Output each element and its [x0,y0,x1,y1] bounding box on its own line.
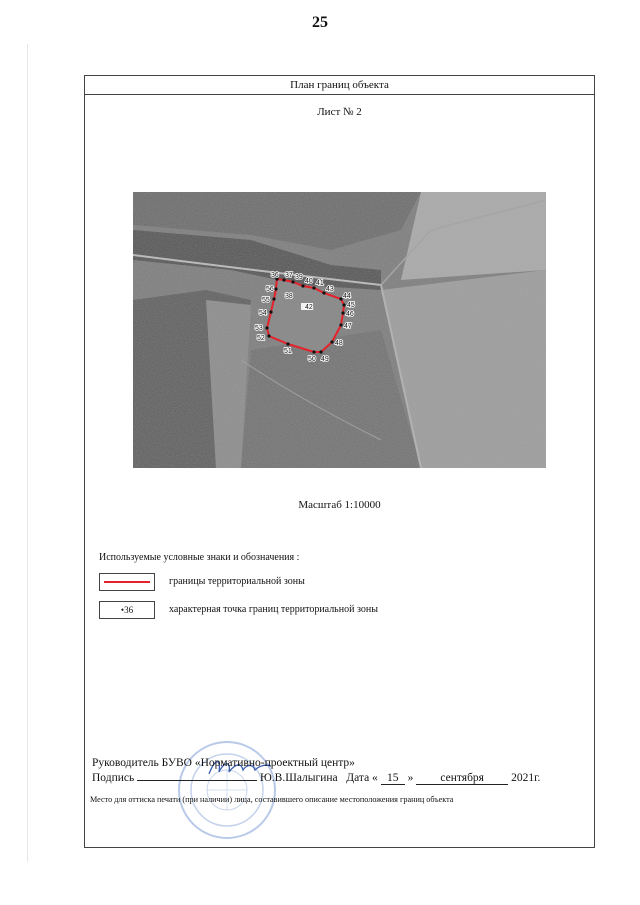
boundary-point-47 [339,323,342,326]
point-label-37: 37 [285,272,293,279]
legend-point-label: характерная точка границ территориальной зоны [169,604,378,615]
point-label-56: 56 [266,286,274,293]
point-label-38: 38 [285,293,293,300]
boundary-point-51 [286,342,289,345]
point-label-54: 54 [259,310,267,317]
signature-label: Подпись [92,772,135,784]
date-year: 2021г. [511,772,541,784]
point-label-52: 52 [257,335,265,342]
date-mid: » [407,772,414,784]
signature-blank [137,780,257,781]
signatory-role: Руководитель БУВО «Нормативно-проектный центр» [92,757,355,769]
frame-title: План границ объекта [85,76,594,95]
point-label-40: 40 [305,278,313,285]
legend-boundary-label: границы территориальной зоны [169,576,305,587]
legend-title: Используемые условные знаки и обозначения : [99,552,300,563]
document-frame [84,75,595,848]
point-label-55: 55 [262,297,270,304]
boundary-point-49 [319,350,322,353]
date-month: сентября [416,772,508,785]
scan-edge-line [27,44,28,862]
point-label-47: 47 [344,323,352,330]
point-label-45: 45 [347,302,355,309]
boundary-point-46 [341,311,344,314]
point-label-43: 43 [326,286,334,293]
point-label-39: 39 [295,274,303,281]
boundary-point-53 [265,326,268,329]
boundary-point-55 [272,297,275,300]
point-label-51: 51 [284,348,292,355]
map-texture [133,192,546,468]
boundary-point-56 [274,287,277,290]
point-label-53: 53 [255,325,263,332]
stamp-note: Место для оттиска печати (при наличии) лица, составившего описание местоположения границ объекта [90,795,454,804]
legend-point-symbol: •36 [99,601,155,619]
signature-line [92,772,540,785]
date-label: Дата « [346,772,378,784]
point-label-36: 36 [271,272,279,279]
point-label-50: 50 [308,356,316,363]
signatory-name: Ю.В.Шалыгина [259,772,338,784]
page-number: 25 [312,14,328,31]
point-label-42: 42 [305,304,313,311]
sheet-number: Лист № 2 [317,106,362,118]
point-label-41: 41 [316,280,324,287]
legend-boundary-symbol [99,573,155,591]
boundary-point-50 [312,350,315,353]
aerial-map [133,192,546,468]
point-label-48: 48 [335,340,343,347]
boundary-point-52 [267,334,270,337]
seal-stamp [172,738,282,842]
point-label-49: 49 [321,356,329,363]
date-day: 15 [381,772,405,785]
boundary-point-54 [269,310,272,313]
boundary-point-48 [330,340,333,343]
point-label-46: 46 [346,311,354,318]
point-label-44: 44 [343,293,351,300]
map-scale: Масштаб 1:10000 [298,499,381,511]
boundary-point-45 [342,303,345,306]
